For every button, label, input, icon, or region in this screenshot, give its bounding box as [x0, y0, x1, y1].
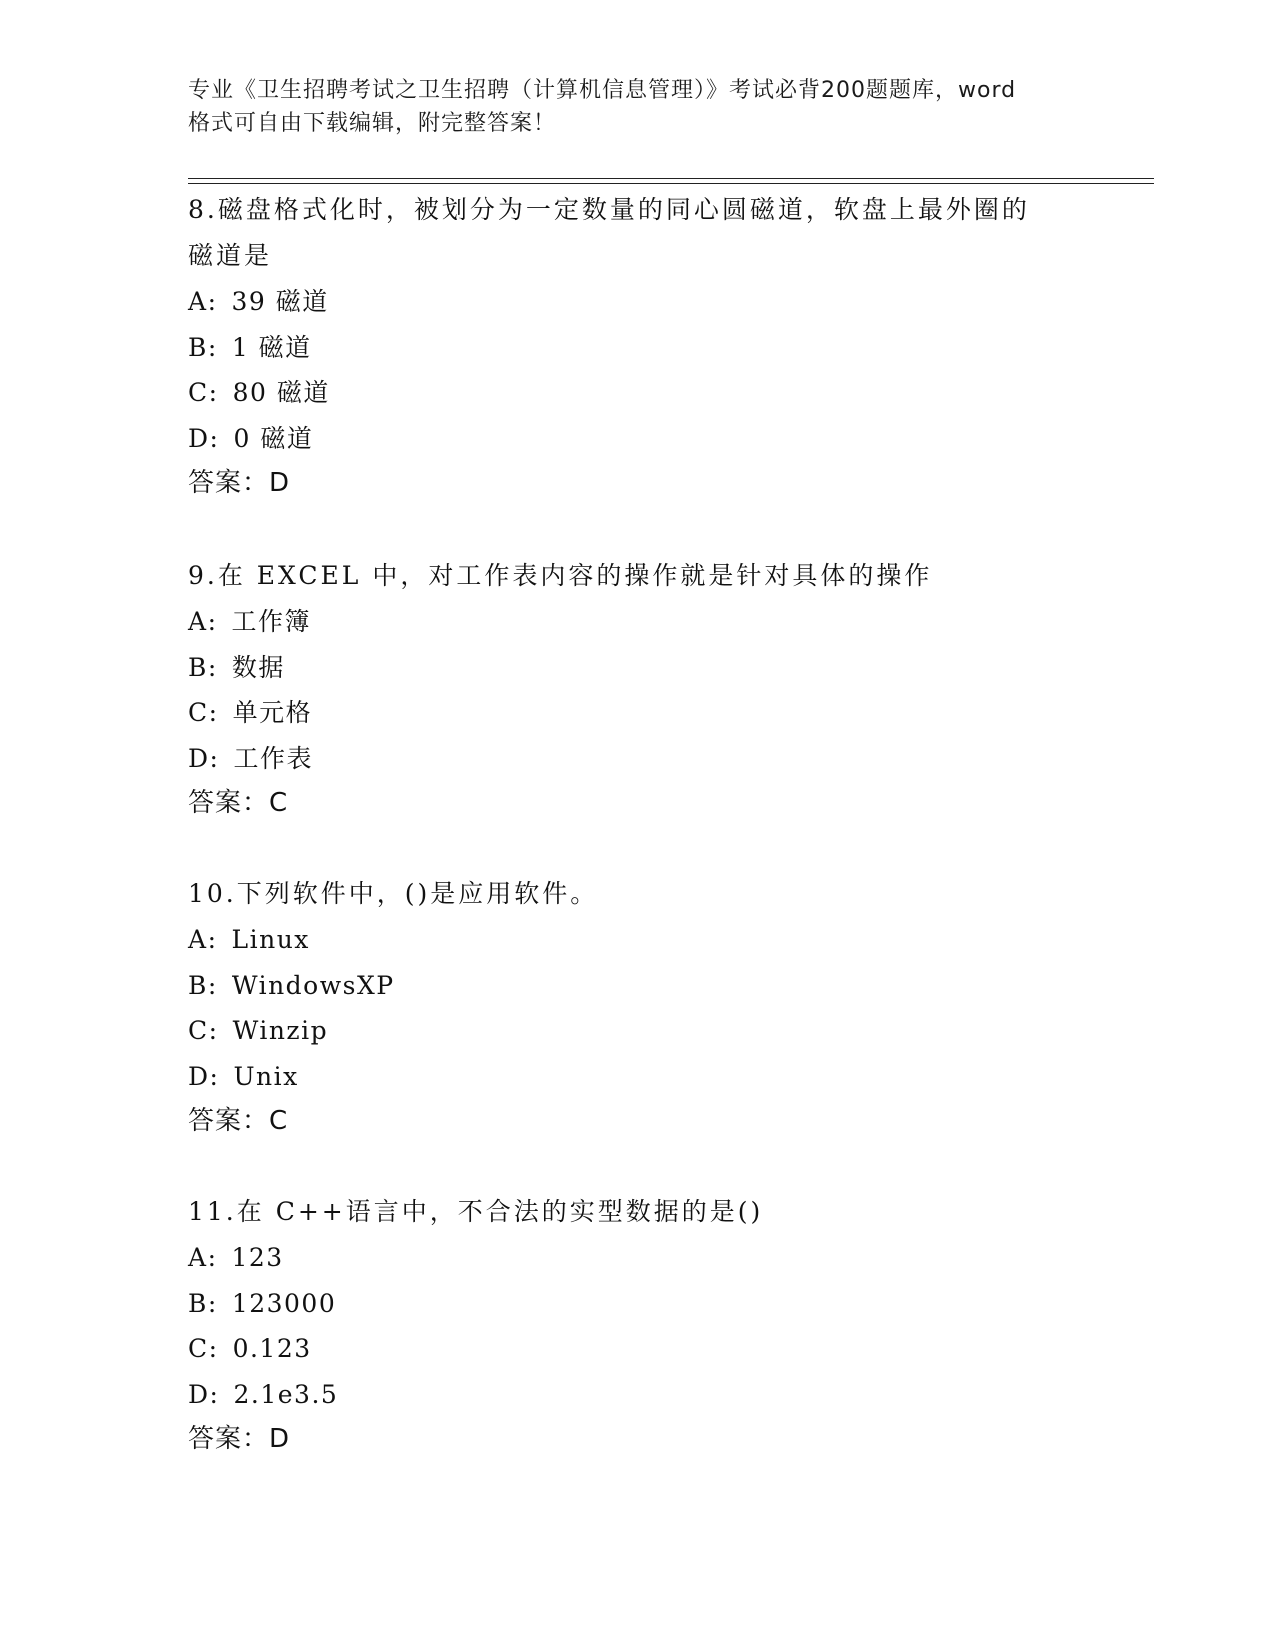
option-text: 123 [231, 1243, 284, 1272]
option-a [188, 917, 1088, 963]
option-c [188, 1326, 1088, 1372]
option-separator: : [209, 423, 220, 453]
option-b [188, 1281, 1088, 1327]
option-c [188, 690, 1088, 736]
option-separator: : [207, 1288, 218, 1318]
option-text: 数据 [231, 652, 285, 682]
header-divider-top [188, 178, 1154, 179]
option-key: D [188, 1061, 210, 1091]
option-d [188, 416, 1088, 462]
option-separator: : [209, 1379, 220, 1409]
option-separator: : [209, 1061, 220, 1091]
option-text: 0 磁道 [233, 423, 314, 453]
option-a [188, 1235, 1088, 1281]
question-9 [188, 553, 1088, 826]
option-key: B [188, 1288, 208, 1318]
option-separator: : [209, 743, 220, 773]
option-separator: : [208, 1016, 219, 1045]
option-d [188, 736, 1088, 782]
option-separator: : [207, 287, 218, 316]
option-d [188, 1054, 1088, 1100]
option-text: 2.1e3.5 [233, 1379, 339, 1409]
answer-label: 答案：C [188, 1106, 289, 1136]
option-c [188, 1008, 1088, 1054]
option-text: Unix [233, 1061, 299, 1091]
option-b [188, 645, 1088, 691]
option-key: A [188, 607, 208, 636]
option-separator: : [207, 1243, 218, 1272]
option-key: B [188, 332, 208, 362]
question-10 [188, 871, 1088, 1144]
option-text: 工作簿 [231, 607, 312, 636]
question-stem: 10.下列软件中，()是应用软件。 [188, 879, 599, 908]
document-header [188, 74, 1088, 140]
option-text: 1 磁道 [231, 332, 312, 362]
option-separator: : [207, 607, 218, 636]
option-separator: : [207, 970, 218, 1000]
option-separator: : [208, 1334, 219, 1363]
option-text: 0.123 [232, 1334, 312, 1363]
option-key: B [188, 652, 208, 682]
option-c [188, 370, 1088, 416]
option-b [188, 325, 1088, 371]
option-text: 80 磁道 [232, 378, 330, 407]
answer-label: 答案：C [188, 788, 289, 818]
option-key: D [188, 1379, 210, 1409]
option-a [188, 599, 1088, 645]
option-text: WindowsXP [231, 970, 395, 1000]
option-text: 工作表 [233, 743, 313, 773]
option-separator: : [208, 698, 219, 727]
header-divider-bottom [188, 183, 1154, 184]
option-key: D [188, 423, 210, 453]
answer-label: 答案：D [188, 1424, 291, 1454]
option-d [188, 1372, 1088, 1418]
question-8 [188, 187, 1088, 506]
option-separator: : [208, 378, 219, 407]
option-a [188, 279, 1088, 325]
option-separator: : [207, 332, 218, 362]
option-text: 123000 [231, 1288, 337, 1318]
option-key: C [188, 378, 209, 407]
option-text: 单元格 [232, 698, 313, 727]
question-stem: 11.在 C++语言中，不合法的实型数据的是() [188, 1197, 764, 1226]
header-line-1: 专业《卫生招聘考试之卫生招聘（计算机信息管理）》考试必背200题题库，word [188, 78, 1017, 103]
question-stem-continued: 磁道是 [188, 241, 273, 270]
header-line-2: 格式可自由下载编辑，附完整答案！ [188, 111, 557, 136]
option-text: Winzip [232, 1016, 329, 1045]
option-key: D [188, 743, 210, 773]
option-text: Linux [231, 925, 310, 954]
option-key: C [188, 698, 209, 727]
option-key: C [188, 1334, 209, 1363]
option-key: A [188, 1243, 208, 1272]
question-stem: 9.在 EXCEL 中，对工作表内容的操作就是针对具体的操作 [188, 561, 933, 590]
answer-label: 答案：D [188, 468, 291, 498]
question-11 [188, 1189, 1088, 1462]
option-separator: : [207, 652, 218, 682]
question-stem: 8.磁盘格式化时，被划分为一定数量的同心圆磁道，软盘上最外圈的 [188, 195, 1030, 224]
option-b [188, 963, 1088, 1009]
option-key: B [188, 970, 208, 1000]
option-key: A [188, 925, 208, 954]
option-key: C [188, 1016, 209, 1045]
option-text: 39 磁道 [231, 287, 329, 316]
option-key: A [188, 287, 208, 316]
option-separator: : [207, 925, 218, 954]
